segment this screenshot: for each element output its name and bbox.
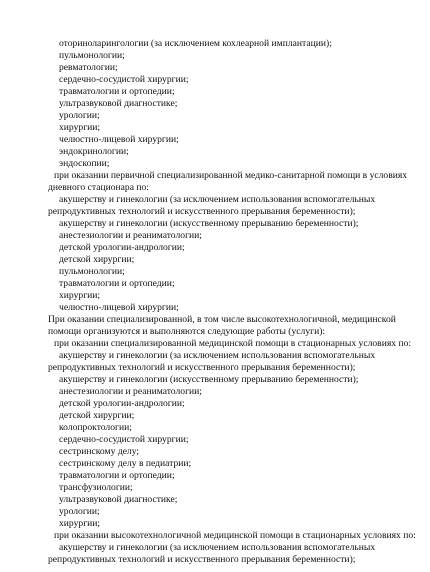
- text-line: челюстно-лицевой хирургии;: [59, 302, 179, 313]
- text-line: колопроктологии;: [59, 422, 132, 433]
- text-line: анестезиологии и реаниматологии;: [59, 386, 202, 397]
- text-line: акушерству и гинекологии (искусственному прерыванию беременности);: [59, 218, 359, 229]
- text-line: анестезиологии и реаниматологии;: [59, 230, 202, 241]
- text-line: эндокринологии;: [59, 146, 129, 157]
- text-line: сестринскому делу;: [59, 446, 140, 457]
- text-line: детской хирургии;: [59, 410, 135, 421]
- text-line: хирургии;: [59, 290, 101, 301]
- subsection-heading: при оказании специализированной медицинской помощи в стационарных условиях по:: [54, 338, 412, 349]
- text-line: оториноларингологии (за исключением кохлеарной имплантации);: [59, 38, 332, 49]
- text-line: сестринскому делу в педиатрии;: [59, 458, 192, 469]
- section-heading: при оказании первичной специализированной медико-санитарной помощи в условиях дневного стационара по:: [48, 170, 408, 194]
- text-line: урологии;: [59, 506, 100, 517]
- text-line: пульмонологии;: [59, 50, 125, 61]
- text-line: ультразвуковой диагностике;: [59, 98, 178, 109]
- text-line: пульмонологии;: [59, 266, 125, 277]
- text-line: детской урологии-андрологии;: [59, 242, 185, 253]
- text-line: акушерству и гинекологии (за исключением использования вспомогательных репродуктивных технологий и искусственного прерывания беременности);: [48, 350, 376, 374]
- text-line: хирургии;: [59, 518, 101, 529]
- section-heading: При оказании специализированной, в том числе высокотехнологичной, медицинской помощи организуются и выполняются следующие работы (услуги):: [48, 314, 396, 338]
- text-line: сердечно-сосудистой хирургии;: [59, 434, 189, 445]
- text-line: детской урологии-андрологии;: [59, 398, 185, 409]
- text-line: акушерству и гинекологии (за исключением использования вспомогательных репродуктивных технологий и искусственного прерывания беременности);: [48, 542, 376, 566]
- text-line: трансфузиологии;: [59, 482, 133, 493]
- text-line: детской хирургии;: [59, 254, 135, 265]
- text-line: травматологии и ортопедии;: [59, 86, 175, 97]
- subsection-heading: при оказании высокотехнологичной медицинской помощи в стационарных условиях по:: [54, 530, 416, 541]
- text-line: челюстно-лицевой хирургии;: [59, 134, 179, 145]
- text-line: эндоскопии;: [59, 158, 110, 169]
- text-line: травматологии и ортопедии;: [59, 470, 175, 481]
- text-line: акушерству и гинекологии (за исключением использования вспомогательных репродуктивных технологий и искусственного прерывания беременности);: [48, 194, 376, 218]
- text-line: травматологии и ортопедии;: [59, 278, 175, 289]
- text-line: урологии;: [59, 110, 100, 121]
- text-line: ревматологии;: [59, 62, 118, 73]
- text-line: ультразвуковой диагностике;: [59, 494, 178, 505]
- text-line: хирургии;: [59, 122, 101, 133]
- text-line: акушерству и гинекологии (искусственному прерыванию беременности);: [59, 374, 359, 385]
- text-line: сердечно-сосудистой хирургии;: [59, 74, 189, 85]
